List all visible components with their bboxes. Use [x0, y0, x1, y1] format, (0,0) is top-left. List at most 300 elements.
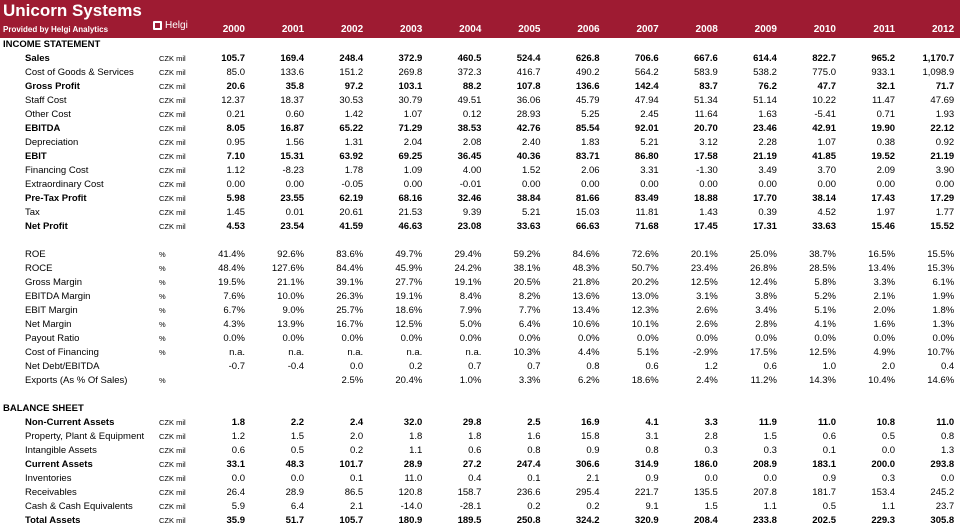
table-cell: 0.0%	[696, 333, 718, 344]
row-unit: CZK mil	[159, 474, 186, 483]
table-cell: n.a.	[347, 347, 364, 358]
row-label: Non-Current Assets	[25, 417, 115, 428]
table-cell: 1.8	[231, 417, 245, 428]
row-label: EBIT Margin	[25, 305, 78, 316]
table-cell: 1.5	[763, 431, 777, 442]
table-cell: 1.07	[817, 137, 836, 148]
row-label: Gross Margin	[25, 277, 83, 288]
table-cell: -0.01	[459, 179, 482, 190]
row-unit: CZK mil	[159, 488, 186, 497]
table-cell: n.a.	[406, 347, 423, 358]
table-cell: 0.0	[881, 445, 896, 456]
table-cell: 21.8%	[572, 277, 600, 288]
table-cell: 1.52	[522, 165, 541, 176]
table-cell: 35.8	[285, 81, 305, 92]
row-unit: CZK mil	[159, 152, 186, 161]
table-cell: 29.8	[462, 417, 482, 428]
table-cell: 0.3	[763, 445, 777, 456]
table-cell: 10.0%	[277, 291, 305, 302]
table-cell: 18.88	[694, 193, 718, 204]
table-cell: 3.3	[704, 417, 718, 428]
table-cell: 5.1%	[637, 347, 659, 358]
table-cell: 17.5%	[749, 347, 777, 358]
table-cell: 2.5%	[341, 375, 364, 386]
table-cell: 0.2	[586, 501, 600, 512]
table-cell: 0.12	[462, 109, 482, 120]
year-header: 2001	[281, 24, 305, 35]
row-unit: CZK mil	[159, 82, 186, 91]
table-cell: 30.53	[339, 95, 364, 106]
table-cell: 0.00	[403, 179, 423, 190]
row-unit: CZK mil	[159, 516, 186, 525]
table-cell: 4.9%	[873, 347, 896, 358]
table-cell: 0.8	[527, 445, 541, 456]
year-header: 2004	[459, 24, 482, 35]
table-row	[0, 430, 960, 444]
table-row	[0, 304, 960, 318]
table-row	[0, 318, 960, 332]
table-cell: 0.0%	[932, 333, 955, 344]
row-label: Inventories	[25, 473, 72, 484]
table-cell: 1.12	[226, 165, 245, 176]
table-cell: 65.22	[339, 123, 364, 134]
table-cell: 200.0	[871, 459, 896, 470]
row-unit: %	[159, 278, 166, 287]
table-cell: 17.29	[930, 193, 955, 204]
report-header	[0, 0, 960, 38]
table-cell: -0.05	[341, 179, 364, 190]
table-cell: 15.31	[280, 151, 305, 162]
table-cell: 18.6%	[631, 375, 659, 386]
logo-text: Helgi	[165, 20, 188, 31]
table-cell: 169.4	[280, 53, 305, 64]
row-label: Other Cost	[25, 109, 71, 120]
table-cell: 71.7	[935, 81, 955, 92]
table-cell: 0.6	[231, 445, 245, 456]
table-cell: 6.1%	[932, 277, 955, 288]
table-cell: 0.1	[349, 473, 364, 484]
table-cell: 320.9	[634, 515, 659, 526]
table-cell: 2.1%	[873, 291, 896, 302]
table-cell: 71.68	[634, 221, 659, 232]
table-cell: 3.8%	[755, 291, 777, 302]
table-cell: 667.6	[694, 53, 718, 64]
row-unit: %	[159, 348, 166, 357]
table-cell: 626.8	[575, 53, 600, 64]
table-cell: 76.2	[758, 81, 777, 92]
table-cell: 3.3%	[873, 277, 896, 288]
table-cell: 0.4	[940, 361, 955, 372]
table-cell: 2.0	[881, 361, 896, 372]
row-unit: CZK mil	[159, 502, 186, 511]
table-cell: 19.1%	[454, 277, 482, 288]
table-cell: 11.47	[872, 95, 896, 106]
table-cell: 33.1	[226, 459, 245, 470]
spacer-row	[0, 388, 960, 402]
table-cell: 0.00	[226, 179, 245, 190]
table-cell: 5.21	[522, 207, 541, 218]
table-cell: 0.0%	[223, 333, 245, 344]
table-row	[0, 66, 960, 80]
table-cell: 51.7	[285, 515, 305, 526]
table-cell: 2.8%	[755, 319, 777, 330]
row-label: Gross Profit	[25, 81, 80, 92]
row-label: Property, Plant & Equipment	[25, 431, 145, 442]
table-cell: 0.0	[763, 473, 777, 484]
table-cell: 40.36	[516, 151, 541, 162]
table-cell: 1.77	[935, 207, 955, 218]
table-cell: 14.6%	[927, 375, 955, 386]
table-cell: 0.2	[527, 501, 541, 512]
table-cell: 11.0	[404, 473, 423, 484]
table-cell: 17.31	[753, 221, 777, 232]
table-row	[0, 458, 960, 472]
row-unit: CZK mil	[159, 54, 186, 63]
table-cell: 22.12	[930, 123, 955, 134]
row-label: Receivables	[25, 487, 77, 498]
table-cell: 86.80	[634, 151, 659, 162]
table-cell: 6.7%	[223, 305, 245, 316]
row-label: EBITDA	[25, 123, 61, 134]
table-row	[0, 122, 960, 136]
table-cell: 12.5%	[809, 347, 836, 358]
table-cell: 1.43	[699, 207, 718, 218]
table-cell: -2.9%	[692, 347, 718, 358]
table-cell: n.a.	[465, 347, 482, 358]
table-cell: 83.6%	[336, 249, 364, 260]
table-cell: 10.3%	[513, 347, 541, 358]
table-cell: 0.00	[640, 179, 659, 190]
table-cell: n.a.	[288, 347, 305, 358]
row-label: Cost of Goods & Services	[25, 67, 134, 78]
table-cell: 32.46	[457, 193, 482, 204]
table-cell: 0.00	[817, 179, 836, 190]
table-cell: 39.1%	[336, 277, 364, 288]
row-unit: CZK mil	[159, 110, 186, 119]
table-cell: 706.6	[634, 53, 659, 64]
table-cell: 4.1%	[814, 319, 836, 330]
table-cell: 29.4%	[454, 249, 482, 260]
table-cell: 1.83	[581, 137, 600, 148]
table-cell: 5.8%	[814, 277, 836, 288]
table-cell: 0.6	[468, 445, 482, 456]
row-unit: CZK mil	[159, 96, 186, 105]
row-label: Staff Cost	[25, 95, 67, 106]
row-unit: CZK mil	[159, 208, 186, 217]
table-cell: 0.9	[586, 445, 600, 456]
table-cell: 11.0	[936, 417, 955, 428]
table-cell: 88.2	[462, 81, 482, 92]
table-cell: 33.63	[516, 221, 541, 232]
table-cell: 5.98	[226, 193, 245, 204]
table-cell: 20.5%	[513, 277, 541, 288]
table-cell: 2.0%	[873, 305, 896, 316]
table-cell: 2.40	[522, 137, 541, 148]
table-cell: 0.71	[876, 109, 896, 120]
table-cell: 12.5%	[395, 319, 423, 330]
table-cell: 1.93	[935, 109, 955, 120]
table-cell: 0.9	[822, 473, 836, 484]
table-cell: 97.2	[344, 81, 364, 92]
row-label: Payout Ratio	[25, 333, 80, 344]
table-cell: 1.2	[704, 361, 718, 372]
table-cell: 1.8	[409, 431, 423, 442]
row-unit: %	[159, 306, 166, 315]
table-cell: n.a.	[229, 347, 245, 358]
table-cell: 28.9	[403, 459, 423, 470]
table-cell: 17.58	[694, 151, 718, 162]
table-cell: 1.56	[285, 137, 305, 148]
table-cell: 36.06	[516, 95, 541, 106]
table-row	[0, 486, 960, 500]
table-cell: 245.2	[930, 487, 955, 498]
table-cell: 0.92	[935, 137, 955, 148]
table-cell: 0.3	[704, 445, 718, 456]
table-cell: 15.5%	[927, 249, 955, 260]
year-header: 2009	[754, 24, 777, 35]
table-cell: 0.8	[645, 445, 659, 456]
table-cell: 2.1	[586, 473, 600, 484]
table-cell: 269.8	[398, 67, 423, 78]
table-cell: 11.0	[818, 417, 836, 428]
row-label: Net Debt/EBITDA	[25, 361, 100, 372]
table-cell: 3.90	[935, 165, 955, 176]
table-cell: 2.04	[403, 137, 423, 148]
row-unit: CZK mil	[159, 124, 186, 133]
table-row	[0, 220, 960, 234]
table-cell: 306.6	[575, 459, 600, 470]
table-cell: 1.07	[403, 109, 423, 120]
table-cell: 2.0	[349, 431, 364, 442]
year-header: 2012	[931, 24, 955, 35]
table-cell: 24.2%	[454, 263, 482, 274]
table-cell: 460.5	[457, 53, 482, 64]
table-cell: 23.4%	[690, 263, 718, 274]
table-cell: 2.5	[527, 417, 541, 428]
year-header: 2006	[577, 24, 600, 35]
table-cell: 23.08	[457, 221, 482, 232]
table-cell: 372.3	[457, 67, 482, 78]
table-cell: 1.3%	[932, 319, 955, 330]
table-cell: 15.03	[575, 207, 600, 218]
row-label: Depreciation	[25, 137, 79, 148]
table-cell: 236.6	[516, 487, 541, 498]
table-cell: 189.5	[457, 515, 482, 526]
table-cell: 18.6%	[395, 305, 423, 316]
table-cell: 48.3%	[572, 263, 600, 274]
row-unit: CZK mil	[159, 418, 186, 427]
table-cell: 538.2	[753, 67, 777, 78]
row-unit: CZK mil	[159, 68, 186, 77]
table-cell: 35.9	[226, 515, 245, 526]
table-cell: 1.6%	[873, 319, 896, 330]
row-label: ROE	[25, 249, 46, 260]
table-cell: 8.2%	[518, 291, 541, 302]
spacer-row	[0, 234, 960, 248]
table-cell: 32.0	[403, 417, 423, 428]
table-cell: 28.93	[516, 109, 541, 120]
table-row	[0, 192, 960, 206]
table-cell: 2.4%	[696, 375, 718, 386]
table-cell: 5.21	[640, 137, 659, 148]
table-cell: 0.0%	[577, 333, 600, 344]
table-cell: 0.00	[285, 179, 305, 190]
row-label: EBITDA Margin	[25, 291, 91, 302]
row-label: Current Assets	[25, 459, 93, 470]
table-cell: 17.70	[753, 193, 777, 204]
table-cell: 0.0%	[814, 333, 836, 344]
table-cell: 15.46	[871, 221, 896, 232]
table-row	[0, 136, 960, 150]
year-header-row	[0, 24, 960, 38]
row-unit: CZK mil	[159, 432, 186, 441]
table-cell: 5.0%	[459, 319, 482, 330]
table-cell: 28.9	[285, 487, 305, 498]
table-cell: 84.6%	[572, 249, 600, 260]
table-cell: 85.54	[575, 123, 600, 134]
table-cell: 2.4	[349, 417, 364, 428]
table-cell: 11.2%	[750, 375, 777, 386]
table-cell: 21.19	[753, 151, 777, 162]
table-cell: 1.0%	[459, 375, 482, 386]
table-cell: 47.7	[817, 81, 836, 92]
table-row	[0, 360, 960, 374]
table-cell: 0.5	[290, 445, 305, 456]
table-cell: 0.0	[940, 473, 955, 484]
table-cell: 324.2	[575, 515, 600, 526]
table-cell: 0.8	[940, 431, 955, 442]
table-cell: 0.00	[522, 179, 541, 190]
section-header	[0, 38, 960, 52]
company-title: Unicorn Systems	[3, 1, 142, 20]
table-cell: 0.1	[822, 445, 836, 456]
year-header: 2008	[695, 24, 718, 35]
table-cell: 0.0%	[873, 333, 896, 344]
table-cell: 51.14	[753, 95, 777, 106]
table-cell: 62.19	[339, 193, 364, 204]
table-cell: 36.45	[457, 151, 482, 162]
table-cell: 20.4%	[395, 375, 423, 386]
table-cell: 0.2	[349, 445, 364, 456]
table-cell: 72.6%	[631, 249, 659, 260]
table-cell: 59.2%	[513, 249, 541, 260]
table-cell: 103.1	[398, 81, 423, 92]
table-row	[0, 248, 960, 262]
table-cell: 23.7	[935, 501, 955, 512]
table-cell: 2.1	[349, 501, 364, 512]
table-cell: 1,098.9	[922, 67, 955, 78]
table-cell: 38.7%	[809, 249, 836, 260]
table-cell: 38.1%	[513, 263, 541, 274]
table-cell: 4.53	[226, 221, 245, 232]
row-unit: %	[159, 320, 166, 329]
table-cell: 775.0	[812, 67, 836, 78]
table-cell: 1.42	[344, 109, 364, 120]
table-cell: 1.3	[940, 445, 955, 456]
table-cell: 6.4%	[518, 319, 541, 330]
table-cell: 0.4	[468, 473, 482, 484]
table-row	[0, 276, 960, 290]
table-row	[0, 80, 960, 94]
table-cell: 1.9%	[932, 291, 955, 302]
table-cell: 49.51	[457, 95, 482, 106]
table-cell: 19.52	[871, 151, 896, 162]
table-row	[0, 290, 960, 304]
table-cell: 229.3	[871, 515, 896, 526]
table-cell: 26.8%	[749, 263, 777, 274]
table-cell: 19.5%	[218, 277, 245, 288]
table-cell: 0.0	[290, 473, 305, 484]
table-cell: 1.8	[468, 431, 482, 442]
row-unit: CZK mil	[159, 166, 186, 175]
table-cell: 0.0	[704, 473, 718, 484]
table-cell: 10.7%	[927, 347, 955, 358]
table-cell: 0.6	[645, 361, 659, 372]
table-cell: 107.8	[516, 81, 541, 92]
table-cell: 13.4%	[868, 263, 896, 274]
table-cell: 0.0	[349, 361, 364, 372]
table-cell: -5.41	[814, 109, 836, 120]
table-cell: 4.3%	[223, 319, 245, 330]
table-row	[0, 164, 960, 178]
table-row	[0, 178, 960, 192]
table-cell: 10.6%	[572, 319, 600, 330]
table-cell: 0.0%	[282, 333, 305, 344]
table-cell: 0.0%	[637, 333, 659, 344]
table-cell: 0.1	[527, 473, 541, 484]
table-cell: 51.34	[694, 95, 718, 106]
financial-table	[0, 38, 960, 528]
table-cell: 7.7%	[518, 305, 541, 316]
table-cell: 105.7	[221, 53, 245, 64]
table-cell: 11.64	[694, 109, 718, 120]
table-cell: 1.1	[881, 501, 896, 512]
table-cell: 2.6%	[696, 319, 718, 330]
year-header: 2003	[400, 24, 423, 35]
table-cell: -1.30	[696, 165, 718, 176]
table-cell: 0.00	[935, 179, 955, 190]
table-cell: 4.4%	[577, 347, 600, 358]
table-cell: 2.45	[640, 109, 659, 120]
table-cell: 18.37	[280, 95, 305, 106]
table-cell: 19.90	[871, 123, 896, 134]
table-row	[0, 332, 960, 346]
table-cell: 21.19	[930, 151, 955, 162]
table-cell: 2.28	[758, 137, 777, 148]
table-cell: 1.63	[758, 109, 777, 120]
table-cell: 151.2	[339, 67, 364, 78]
table-cell: 4.1	[645, 417, 659, 428]
table-cell: 5.2%	[814, 291, 836, 302]
table-cell: 9.39	[462, 207, 482, 218]
table-cell: 202.5	[812, 515, 836, 526]
table-cell: 92.6%	[277, 249, 305, 260]
table-cell: 247.4	[516, 459, 541, 470]
row-label: Net Profit	[25, 221, 68, 232]
table-row	[0, 52, 960, 66]
table-cell: 0.7	[468, 361, 482, 372]
row-unit: %	[159, 376, 166, 385]
table-cell: 0.00	[699, 179, 718, 190]
row-unit: %	[159, 264, 166, 273]
table-cell: 4.00	[462, 165, 482, 176]
table-cell: 0.0%	[341, 333, 364, 344]
year-header: 2007	[636, 24, 659, 35]
row-label: Pre-Tax Profit	[25, 193, 87, 204]
row-label: Exports (As % Of Sales)	[25, 375, 128, 386]
table-cell: 2.06	[581, 165, 600, 176]
table-cell: 1.45	[226, 207, 245, 218]
